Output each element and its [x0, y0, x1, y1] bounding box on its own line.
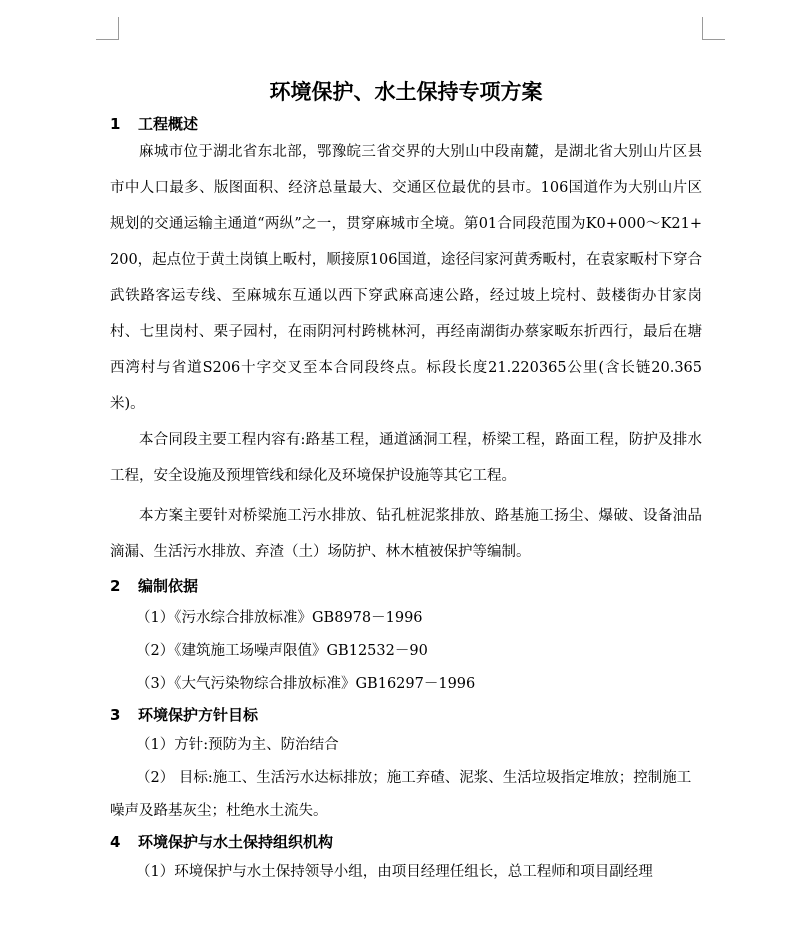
goal-item-1: （1）方针:预防为主、防治结合 — [136, 737, 339, 753]
section-title: 编制依据 — [138, 577, 199, 595]
section-heading-3 — [110, 705, 702, 725]
section-number: 2 — [110, 577, 121, 595]
overview-paragraph-3: 本方案主要针对桥梁施工污水排放、钻孔桩泥浆排放、路基施工扬尘、爆破、设备油品滴漏、生活污水排放、弃渣（土）场防护、林木植被保护等编制。 — [110, 508, 702, 560]
section-heading-4 — [110, 832, 702, 852]
top-left-margin-mark — [96, 17, 119, 40]
basis-item-1: （1）《污水综合排放标准》GB8978－1996 — [136, 610, 423, 626]
section-title: 工程概述 — [138, 115, 199, 133]
top-right-margin-mark — [702, 17, 725, 40]
overview-paragraph-2: 本合同段主要工程内容有:路基工程，通道涵洞工程，桥梁工程，路面工程，防护及排水工程，安全设施及预埋管线和绿化及环境保护设施等其它工程。 — [110, 432, 702, 484]
goal-item-2: （2） 目标:施工、生活污水达标排放；施工弃碴、泥浆、生活垃圾指定堆放；控制施工噪声及路基灰尘；杜绝水土流失。 — [110, 770, 692, 819]
document-title: 环境保护、水土保持专项方案 — [269, 80, 543, 104]
section-number: 3 — [110, 706, 121, 724]
org-item-1: （1）环境保护与水土保持领导小组，由项目经理任组长，总工程师和项目副经理 — [136, 864, 653, 880]
overview-paragraph-1: 麻城市位于湖北省东北部，鄂豫皖三省交界的大别山中段南麓，是湖北省大别山片区县市中人口最多、版图面积、经济总量最大、交通区位最优的县市。106国道作为大别山片区规划的交通运输主通道“两纵”之一，贯穿麻城市全境。第01合同段范围为K0+000～K21+200，起点位于黄土岗镇上畈村，顺接原106国道，途径闫家河黄秀畈村，在袁家畈村下穿合武铁路客运专线、至麻城东互通以西下穿武麻高速公路，经过坡上垸村、鼓楼街办甘家岗村、七里岗村、栗子园村，在雨阴河村跨桃林河，再经南湖街办蔡家畈东折西行，最后在塘西湾村与省道S206十字交叉至本合同段终点。标段长度21.220365公里(含长链20.365米)。 — [110, 144, 702, 412]
section-number: 1 — [110, 115, 121, 133]
section-title: 环境保护方针目标 — [138, 706, 259, 724]
document-page — [110, 72, 702, 889]
section-heading-1 — [110, 114, 702, 134]
section-heading-2 — [110, 576, 702, 596]
section-title: 环境保护与水土保持组织机构 — [138, 833, 334, 851]
basis-item-2: （2）《建筑施工场噪声限值》GB12532－90 — [136, 643, 428, 659]
basis-item-3: （3）《大气污染物综合排放标准》GB16297－1996 — [136, 676, 476, 692]
section-number: 4 — [110, 833, 121, 851]
